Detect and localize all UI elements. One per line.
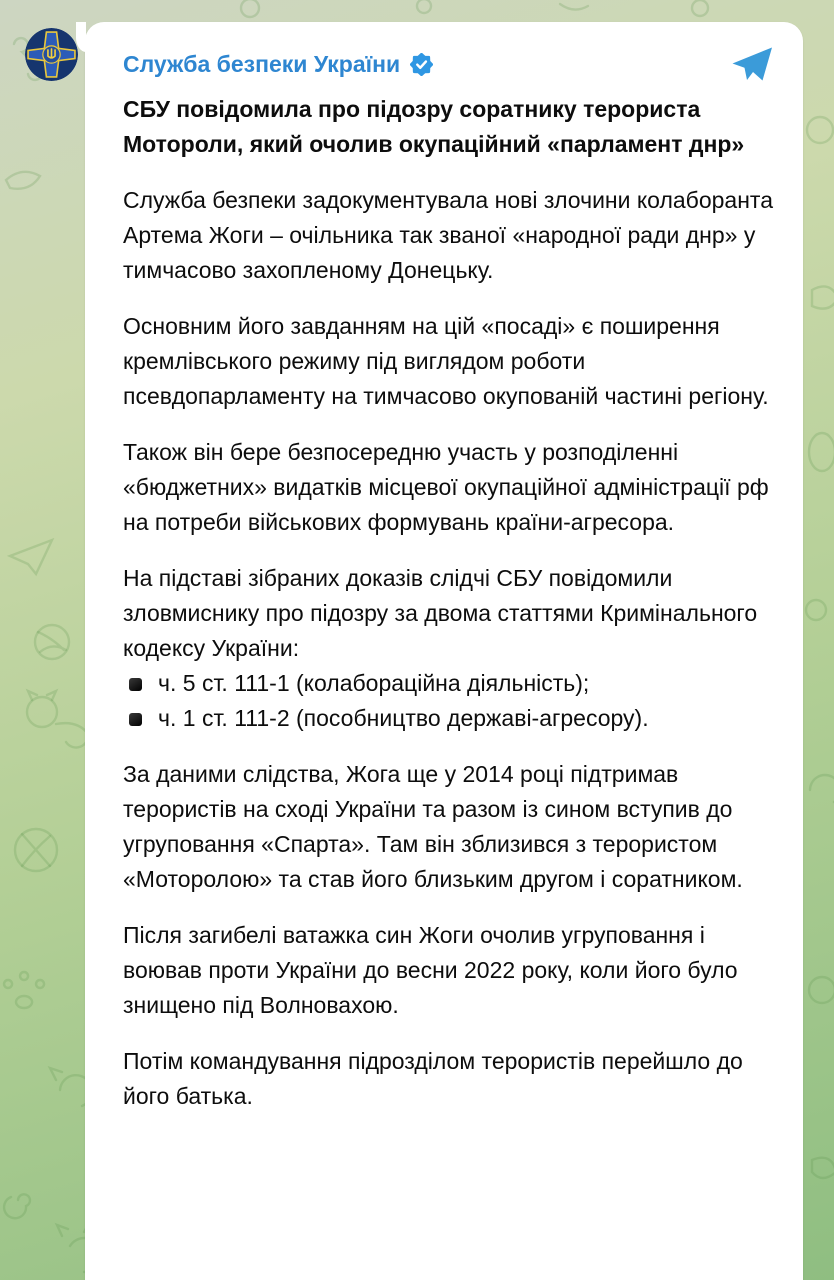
post-headline: СБУ повідомила про підозру соратнику терориста Мотороли, який очолив окупаційний «парламент днр» [123,96,745,157]
forward-plane-icon[interactable] [731,46,773,82]
channel-avatar[interactable] [25,28,78,81]
post-paragraph: Після загибелі ватажка син Жоги очолив угруповання і воював проти України до весни 2022 року, коли його було знищено під Волновахою. [123,922,738,1018]
post-paragraph: На підставі зібраних доказів слідчі СБУ повідомили зловмиснику про підозру за двома статтями Кримінального кодексу України: [123,565,758,661]
message-bubble [85,22,803,1280]
post-paragraph: Служба безпеки задокументувала нові злочини колаборанта Артема Жоги – очільника так званої «народної ради днр» у тимчасово захопленому Донецьку. [123,187,773,283]
list-item-text: ч. 1 ст. 111-2 (пособництво державі-агресору). [158,705,649,731]
message-text [123,92,773,1114]
post-paragraph: Потім командування підрозділом терористів перейшло до його батька. [123,1048,743,1109]
post-paragraph: Також він бере безпосередню участь у розподіленні «бюджетних» видатків місцевої окупаційної адміністрації рф на потреби військових формувань країни-агресора. [123,439,769,535]
black-square-bullet-icon [129,713,142,726]
message-header [123,46,773,82]
list-item [123,666,773,701]
list-item [123,701,773,736]
post-paragraph: За даними слідства, Жога ще у 2014 році підтримав терористів на сході України та разом із сином вступив до угруповання «Спарта». Там він зблизився з терористом «Моторолою» та став його близьким другом і соратником. [123,761,743,892]
verified-badge-icon [410,53,433,76]
channel-name[interactable]: Служба безпеки України [123,51,401,77]
sbu-emblem-icon [25,28,78,81]
charges-list [123,666,773,736]
list-item-text: ч. 5 ст. 111-1 (колабораційна діяльність); [158,670,590,696]
post-paragraph: Основним його завданням на цій «посаді» є поширення кремлівського режиму під виглядом роботи псевдопарламенту на тимчасово окупованій частині регіону. [123,313,769,409]
black-square-bullet-icon [129,678,142,691]
